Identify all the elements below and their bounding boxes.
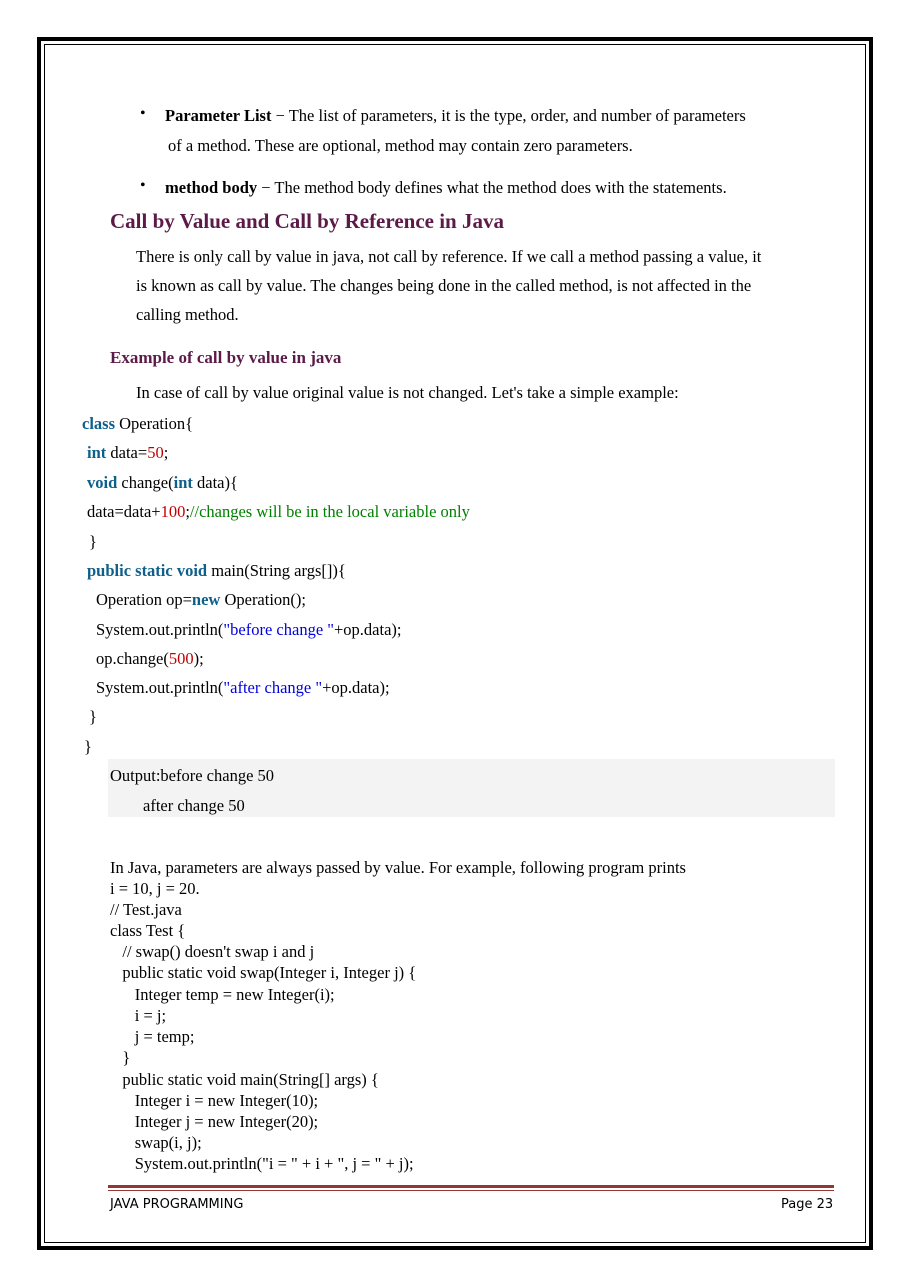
code-text: ;	[163, 443, 169, 462]
plain-line-13: Integer j = new Integer(20);	[110, 1112, 319, 1131]
code-text: data=	[106, 443, 148, 462]
plain-line-9: j = temp;	[110, 1027, 195, 1046]
section-title: Call by Value and Call by Reference in Java	[110, 209, 504, 233]
code-text: main(String args[]){	[207, 561, 346, 580]
intro-line-3: calling method.	[136, 305, 239, 324]
code-text: +op.data);	[322, 678, 390, 697]
plain-line-4: class Test {	[110, 921, 186, 940]
plain-line-11: public static void main(String[] args) {	[110, 1070, 379, 1089]
plain-line-12: Integer i = new Integer(10);	[110, 1091, 319, 1110]
code-line-10	[96, 678, 390, 698]
example-heading: Example of call by value in java	[110, 348, 342, 367]
footer-title: JAVA PROGRAMMING	[110, 1197, 244, 1212]
code-keyword: void	[87, 473, 118, 492]
code-line-3	[87, 473, 238, 493]
bullet-text: − The list of parameters, it is the type, order, and number of parameters	[271, 106, 746, 125]
code-text: op.change(	[96, 649, 169, 668]
code-line-11: }	[89, 707, 97, 726]
code-line-2	[87, 443, 168, 463]
plain-line-10: }	[110, 1048, 131, 1067]
code-comment: //changes will be in the local variable only	[189, 502, 470, 521]
intro-line-1: There is only call by value in java, not call by reference. If we call a method passing a value, it	[136, 247, 762, 266]
footer-rule	[108, 1185, 834, 1188]
plain-line-1: In Java, parameters are always passed by value. For example, following program prints	[110, 858, 686, 877]
code-line-12: }	[84, 737, 92, 756]
code-number: 50	[147, 443, 164, 462]
page-number: Page 23	[781, 1197, 834, 1212]
code-string: "after change "	[223, 678, 323, 697]
code-keyword: int	[87, 443, 107, 462]
bullet-text: − The method body defines what the method does with the statements.	[257, 178, 727, 197]
plain-line-3: // Test.java	[110, 900, 182, 919]
code-line-9	[96, 649, 204, 669]
intro-line-2: is known as call by value. The changes being done in the called method, is not affected in the	[136, 276, 752, 295]
plain-line-8: i = j;	[110, 1006, 167, 1025]
footer-rule-thin	[108, 1190, 834, 1191]
code-text: System.out.println(	[96, 620, 224, 639]
code-text: change(	[117, 473, 174, 492]
code-text: data=data+	[87, 502, 161, 521]
code-keyword: class	[82, 414, 115, 433]
code-line-4	[87, 502, 470, 522]
code-line-8	[96, 620, 402, 640]
code-text: data){	[192, 473, 238, 492]
bullet-term: Parameter List	[165, 106, 272, 125]
example-intro: In case of call by value original value is not changed. Let's take a simple example:	[136, 383, 679, 402]
bullet-parameter-list-line1	[165, 101, 746, 130]
plain-line-5: // swap() doesn't swap i and j	[110, 942, 315, 961]
code-line-7	[96, 590, 306, 610]
code-line-6	[87, 561, 346, 581]
code-string: "before change "	[223, 620, 334, 639]
code-text: Operation op=	[96, 590, 192, 609]
code-text: ;	[185, 502, 190, 521]
plain-line-2: i = 10, j = 20.	[110, 879, 200, 898]
code-text: System.out.println(	[96, 678, 224, 697]
bullet-term: method body	[165, 178, 258, 197]
code-line-1	[82, 414, 193, 434]
plain-line-6: public static void swap(Integer i, Integer j) {	[110, 963, 417, 982]
plain-line-15: System.out.println("i = " + i + ", j = " + j);	[110, 1154, 414, 1173]
code-text: Operation();	[220, 590, 307, 609]
bullet-marker: •	[140, 177, 146, 194]
plain-line-7: Integer temp = new Integer(i);	[110, 985, 335, 1004]
code-keyword: public static void	[87, 561, 208, 580]
code-number: 500	[168, 649, 194, 668]
bullet-marker: •	[140, 105, 146, 122]
output-line-2: after change 50	[143, 796, 245, 815]
code-number: 100	[160, 502, 186, 521]
code-keyword: new	[191, 590, 221, 609]
plain-line-14: swap(i, j);	[110, 1133, 202, 1152]
code-text: +op.data);	[334, 620, 402, 639]
code-line-5: }	[89, 532, 97, 551]
output-line-1: Output:before change 50	[110, 766, 275, 785]
bullet-parameter-list-line2: of a method. These are optional, method may contain zero parameters.	[168, 136, 633, 155]
code-text: );	[193, 649, 204, 668]
code-text: Operation{	[115, 414, 194, 433]
code-keyword: int	[173, 473, 193, 492]
bullet-method-body	[165, 173, 727, 202]
